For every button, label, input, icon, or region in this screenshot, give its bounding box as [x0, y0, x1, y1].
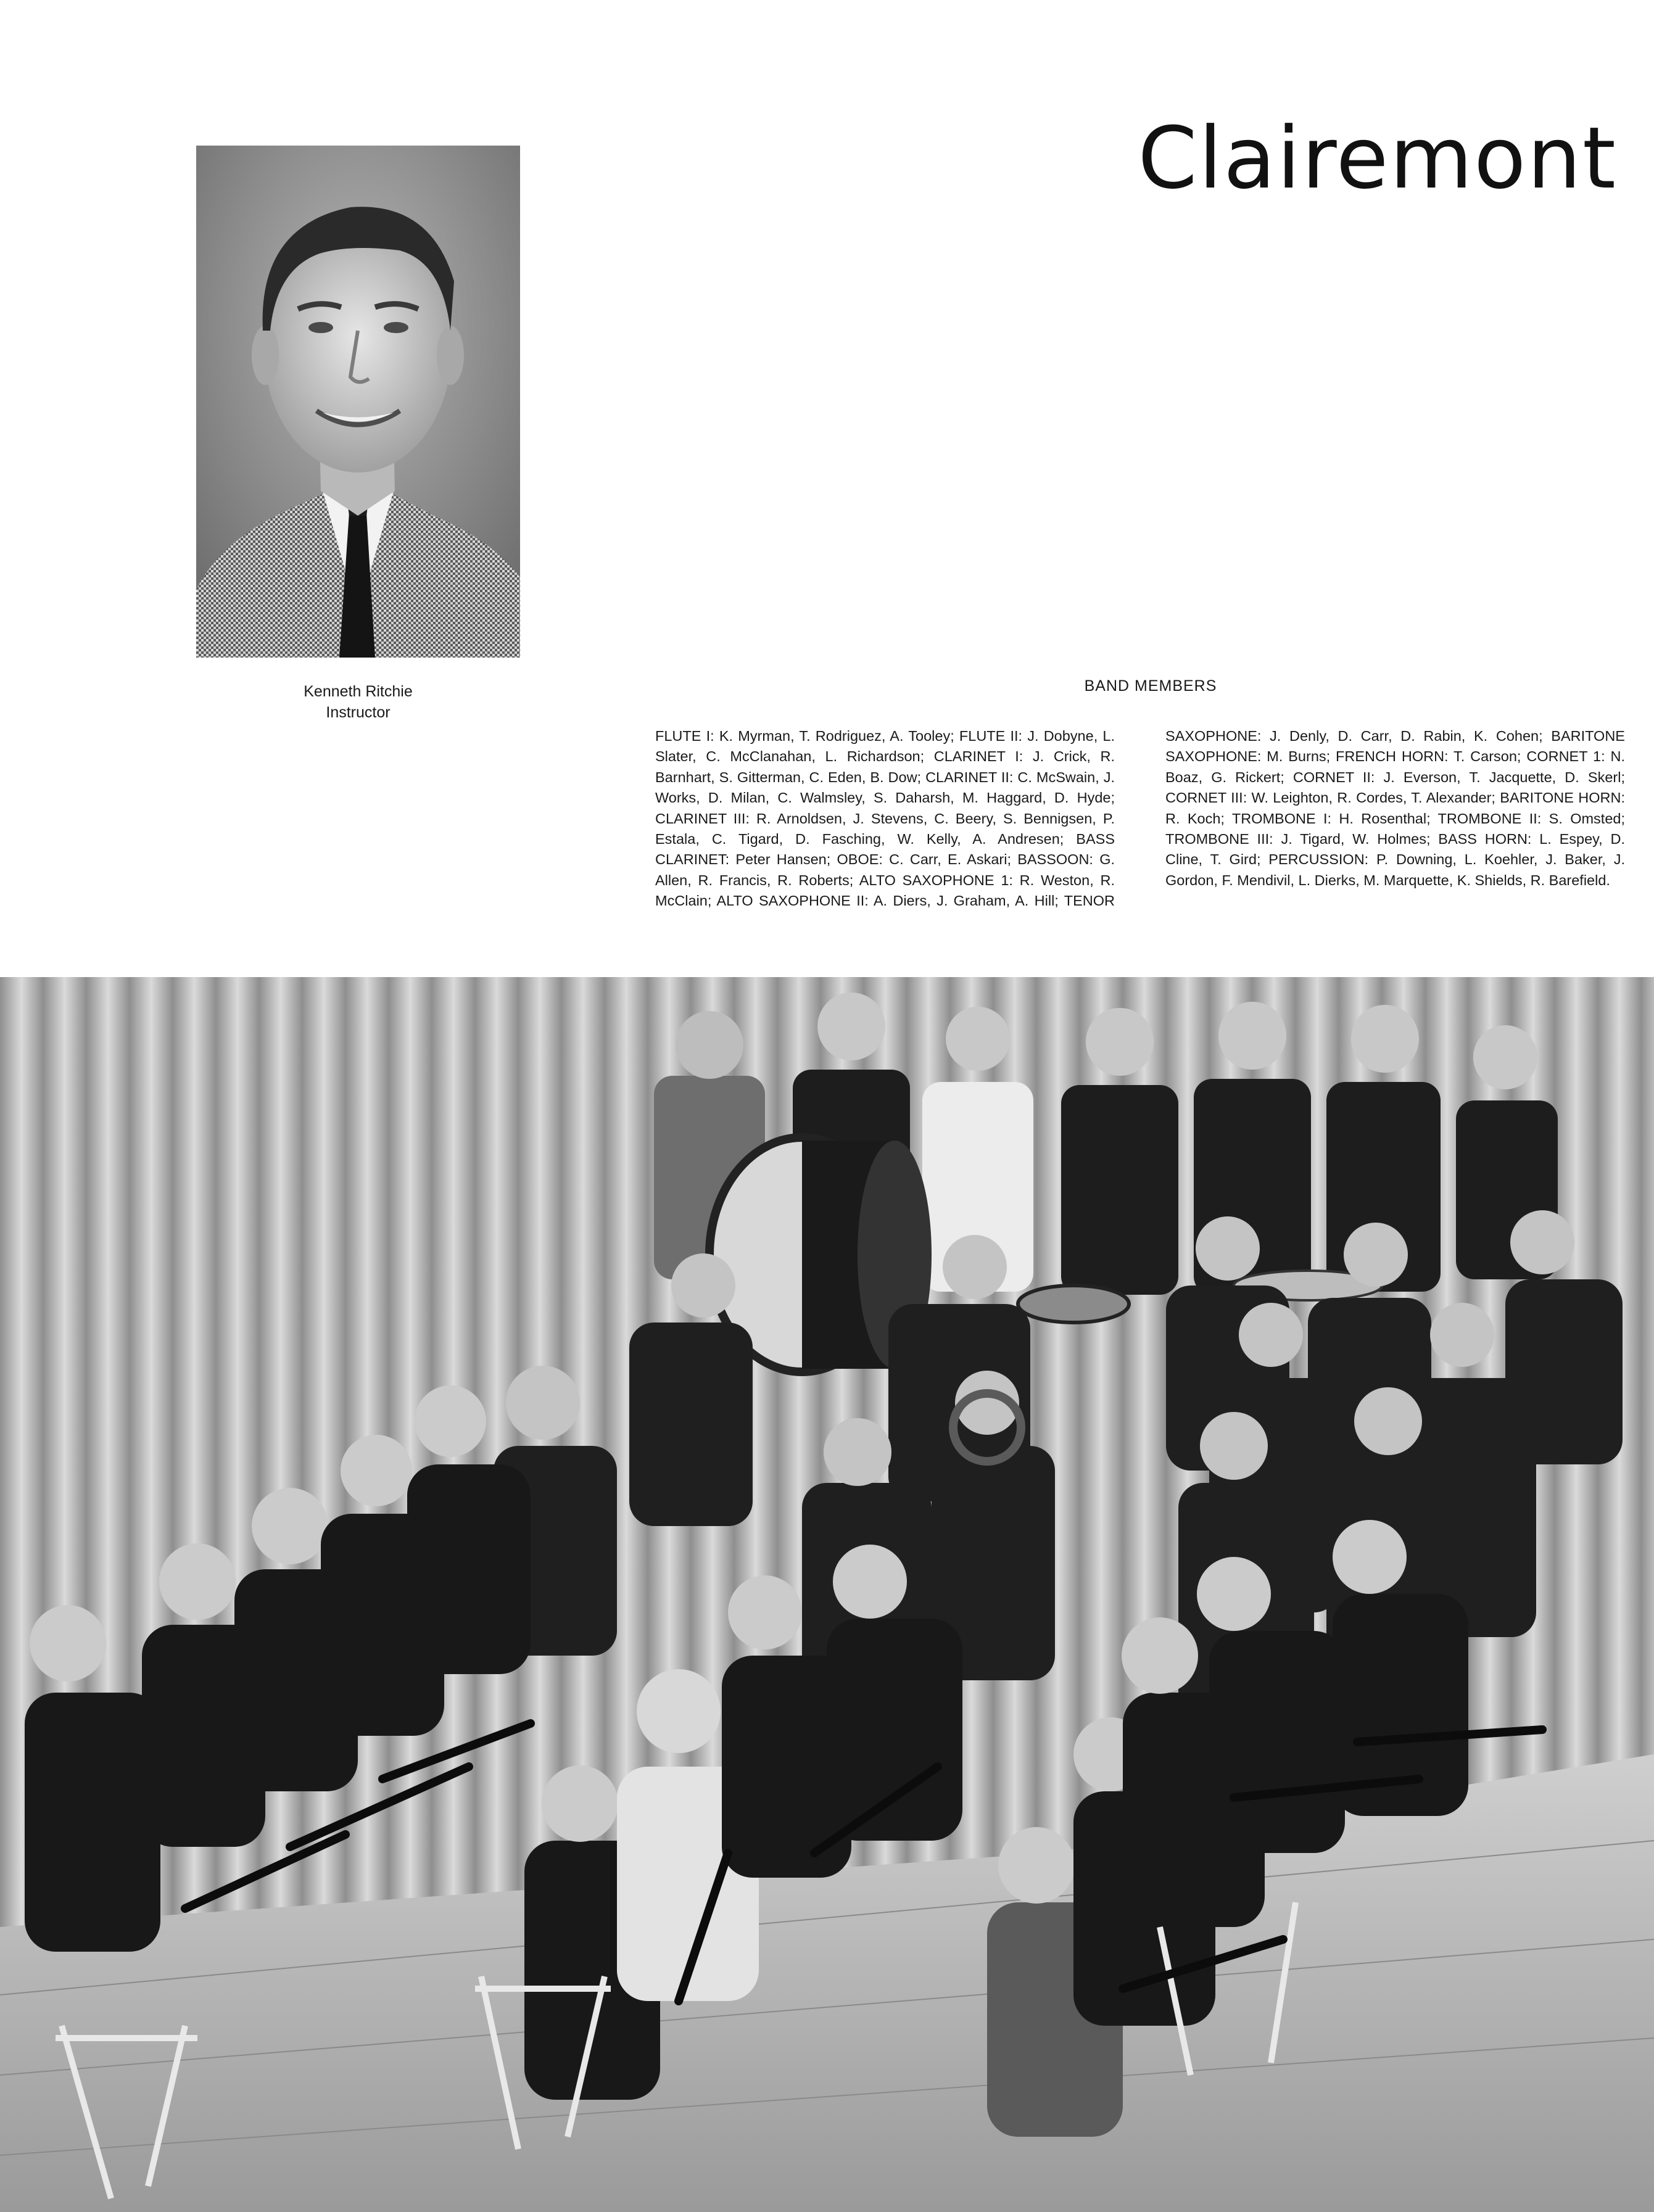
- band-members-heading: BAND MEMBERS: [1084, 677, 1217, 695]
- portrait-caption: [196, 681, 520, 723]
- instructor-name: Kenneth Ritchie: [304, 683, 413, 700]
- page-title: Clairemont: [1138, 109, 1617, 208]
- band-group-photo: [0, 977, 1654, 2212]
- band-roster: [655, 726, 1625, 912]
- band-photo-icon: [0, 977, 1654, 2212]
- instructor-portrait: [196, 146, 520, 658]
- instructor-role: Instructor: [326, 704, 391, 721]
- portrait-photo-icon: [196, 146, 520, 658]
- band-roster-text: FLUTE I: K. Myrman, T. Rodriguez, A. Tooley; FLUTE II: J. Dobyne, L. Slater, C. McClanahan, L. Richardson; CLARINET I: J. Crick, R. Barnhart, S. Gitterman, C. Eden, B. Dow; CLARINET II: C. McSwain, J. Works, D. Milan, C. Walmsley, S. Daharsh, M. Haggard, D. Hyde; CLARINET III: R. Arnoldsen, J. Stevens, C. Beery, S. Bennigsen, P. Estala, C. Tigard, D. Fasching, W. Kelly, A. Andresen; BASS CLARINET: Peter Hansen; OBOE: C. Carr, E. Askari; BASSOON: G. Allen, R. Francis, R. Roberts; ALTO SAXOPHONE 1: R. Weston, R. McClain; ALTO SAXOPHONE II: A. Diers, J. Graham, A. Hill; TENOR SAXOPHONE: J. Denly, D. Carr, D. Rabin, K. Cohen; BARITONE SAXOPHONE: M. Burns; FRENCH HORN: T. Carson; CORNET 1: N. Boaz, G. Rickert; CORNET II: J. Everson, T. Jacquette, D. Skerl; CORNET III: W. Leighton, R. Cordes, T. Alexander; BARITONE HORN: R. Koch; TROMBONE I: H. Rosenthal; TROMBONE II: S. Omsted; TROMBONE III: J. Tigard, W. Holmes; BASS HORN: L. Espey, D. Cline, T. Gird; PERCUSSION: P. Downing, L. Koehler, J. Baker, J. Gordon, F. Mendivil, L. Dierks, M. Marquette, K. Shields, R. Barefield.: [655, 728, 1625, 909]
